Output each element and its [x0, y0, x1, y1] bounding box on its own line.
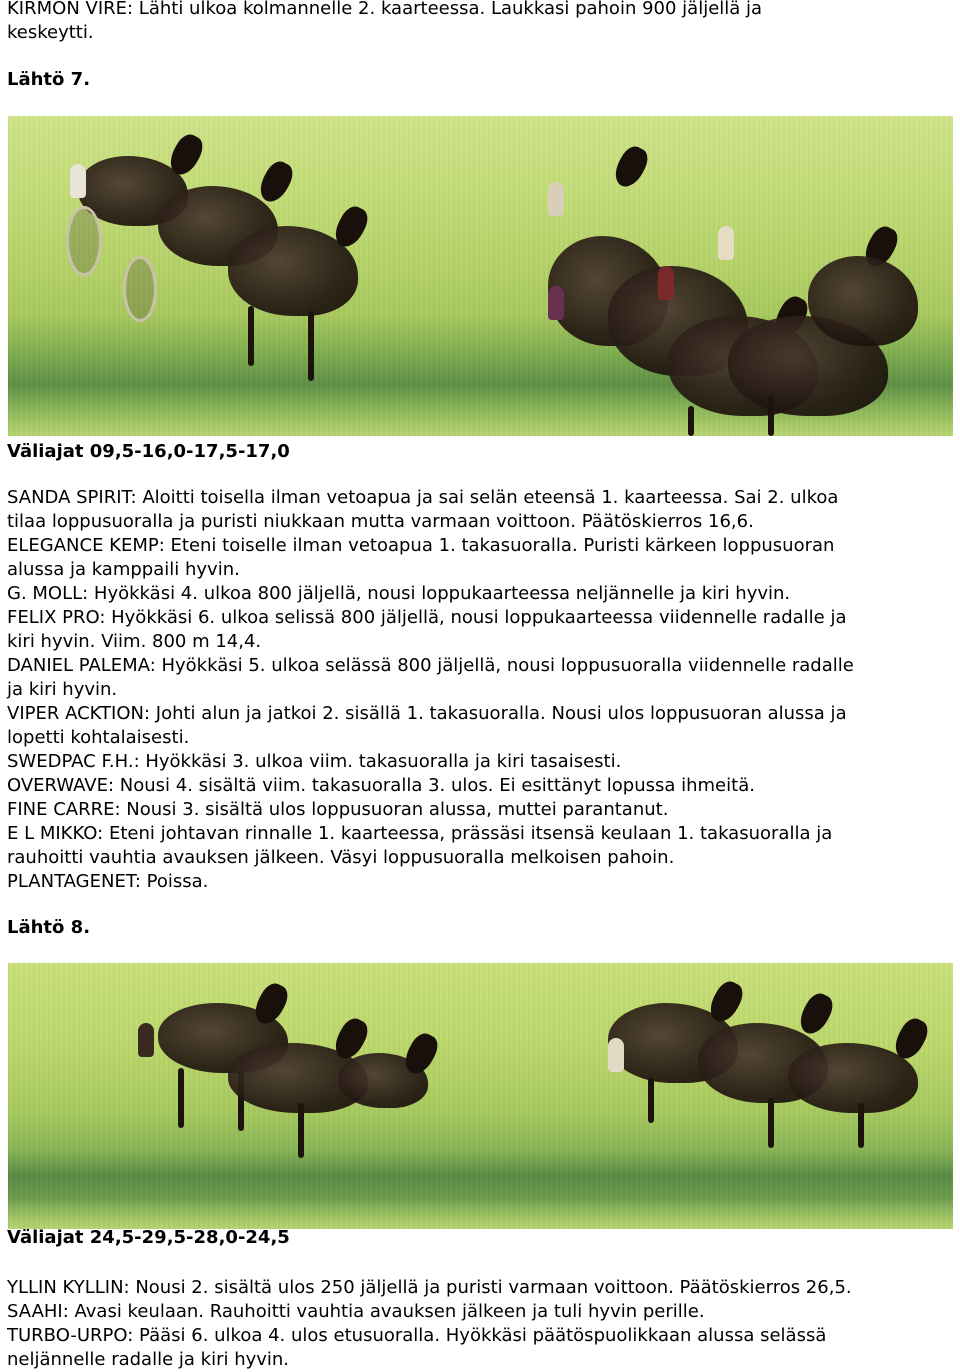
- text-line: ELEGANCE KEMP: Eteni toiselle ilman vetoapua 1. takasuoralla. Puristi kärkeen loppusuoran: [7, 535, 835, 556]
- text-line: ja kiri hyvin.: [7, 679, 118, 700]
- text-line: VIPER ACKTION: Johti alun ja jatkoi 2. sisällä 1. takasuoralla. Nousi ulos loppusuoran alussa ja: [7, 703, 847, 724]
- race6-tail-text: [7, 0, 953, 45]
- race8-photo-finish-image: [8, 963, 953, 1229]
- text-line: rauhoitti vauhtia avauksen jälkeen. Väsyi loppusuoralla melkoisen pahoin.: [7, 847, 675, 868]
- text-line: lopetti kohtalaisesti.: [7, 727, 190, 748]
- text-line: KIRMON VIRE: Lähti ulkoa kolmannelle 2. kaarteessa. Laukkasi pahoin 900 jäljellä ja: [7, 0, 763, 19]
- race8-heading: Lähtö 8.: [7, 917, 91, 938]
- text-line: FELIX PRO: Hyökkäsi 6. ulkoa selissä 800 jäljellä, nousi loppukaarteessa viidennelle radalle ja: [7, 607, 847, 628]
- race7-photo-finish-image: [8, 116, 953, 436]
- text-line: SWEDPAC F.H.: Hyökkäsi 3. ulkoa viim. takasuoralla ja kiri tasaisesti.: [7, 751, 622, 772]
- text-line: keskeytti.: [7, 22, 94, 43]
- text-line: SANDA SPIRIT: Aloitti toisella ilman vetoapua ja sai selän eteensä 1. kaarteessa. Sai 2. ulkoa: [7, 487, 839, 508]
- race7-heading: Lähtö 7.: [7, 69, 91, 90]
- text-line: E L MIKKO: Eteni johtavan rinnalle 1. kaarteessa, prässäsi itsensä keulaan 1. takasuoralla ja: [7, 823, 833, 844]
- text-line: OVERWAVE: Nousi 4. sisältä viim. takasuoralla 3. ulos. Ei esittänyt lopussa ihmeitä.: [7, 775, 755, 796]
- text-line: kiri hyvin. Viim. 800 m 14,4.: [7, 631, 262, 652]
- text-line: PLANTAGENET: Poissa.: [7, 871, 209, 892]
- text-line: G. MOLL: Hyökkäsi 4. ulkoa 800 jäljellä, nousi loppukaarteessa neljännelle ja kiri hyvin.: [7, 583, 791, 604]
- race8-comments: [7, 1276, 953, 1372]
- text-line: FINE CARRE: Nousi 3. sisältä ulos loppusuoran alussa, muttei parantanut.: [7, 799, 669, 820]
- text-line: TURBO-URPO: Pääsi 6. ulkoa 4. ulos etusuoralla. Hyökkäsi päätöspuolikkaan alussa selässä: [7, 1325, 827, 1346]
- text-line: DANIEL PALEMA: Hyökkäsi 5. ulkoa selässä 800 jäljellä, nousi loppusuoralla viidennelle radalle: [7, 655, 854, 676]
- race7-splits: Väliajat 09,5-16,0-17,5-17,0: [7, 441, 290, 462]
- race7-comments: [7, 486, 953, 894]
- text-line: tilaa loppusuoralla ja puristi niukkaan mutta varmaan voittoon. Päätöskierros 16,6.: [7, 511, 754, 532]
- text-line: SAAHI: Avasi keulaan. Rauhoitti vauhtia avauksen jälkeen ja tuli hyvin perille.: [7, 1301, 705, 1322]
- text-line: alussa ja kamppaili hyvin.: [7, 559, 240, 580]
- text-line: neljännelle radalle ja kiri hyvin.: [7, 1349, 290, 1370]
- text-line: YLLIN KYLLIN: Nousi 2. sisältä ulos 250 jäljellä ja puristi varmaan voittoon. Päätöskierros 26,5.: [7, 1277, 852, 1298]
- race8-splits: Väliajat 24,5-29,5-28,0-24,5: [7, 1227, 290, 1248]
